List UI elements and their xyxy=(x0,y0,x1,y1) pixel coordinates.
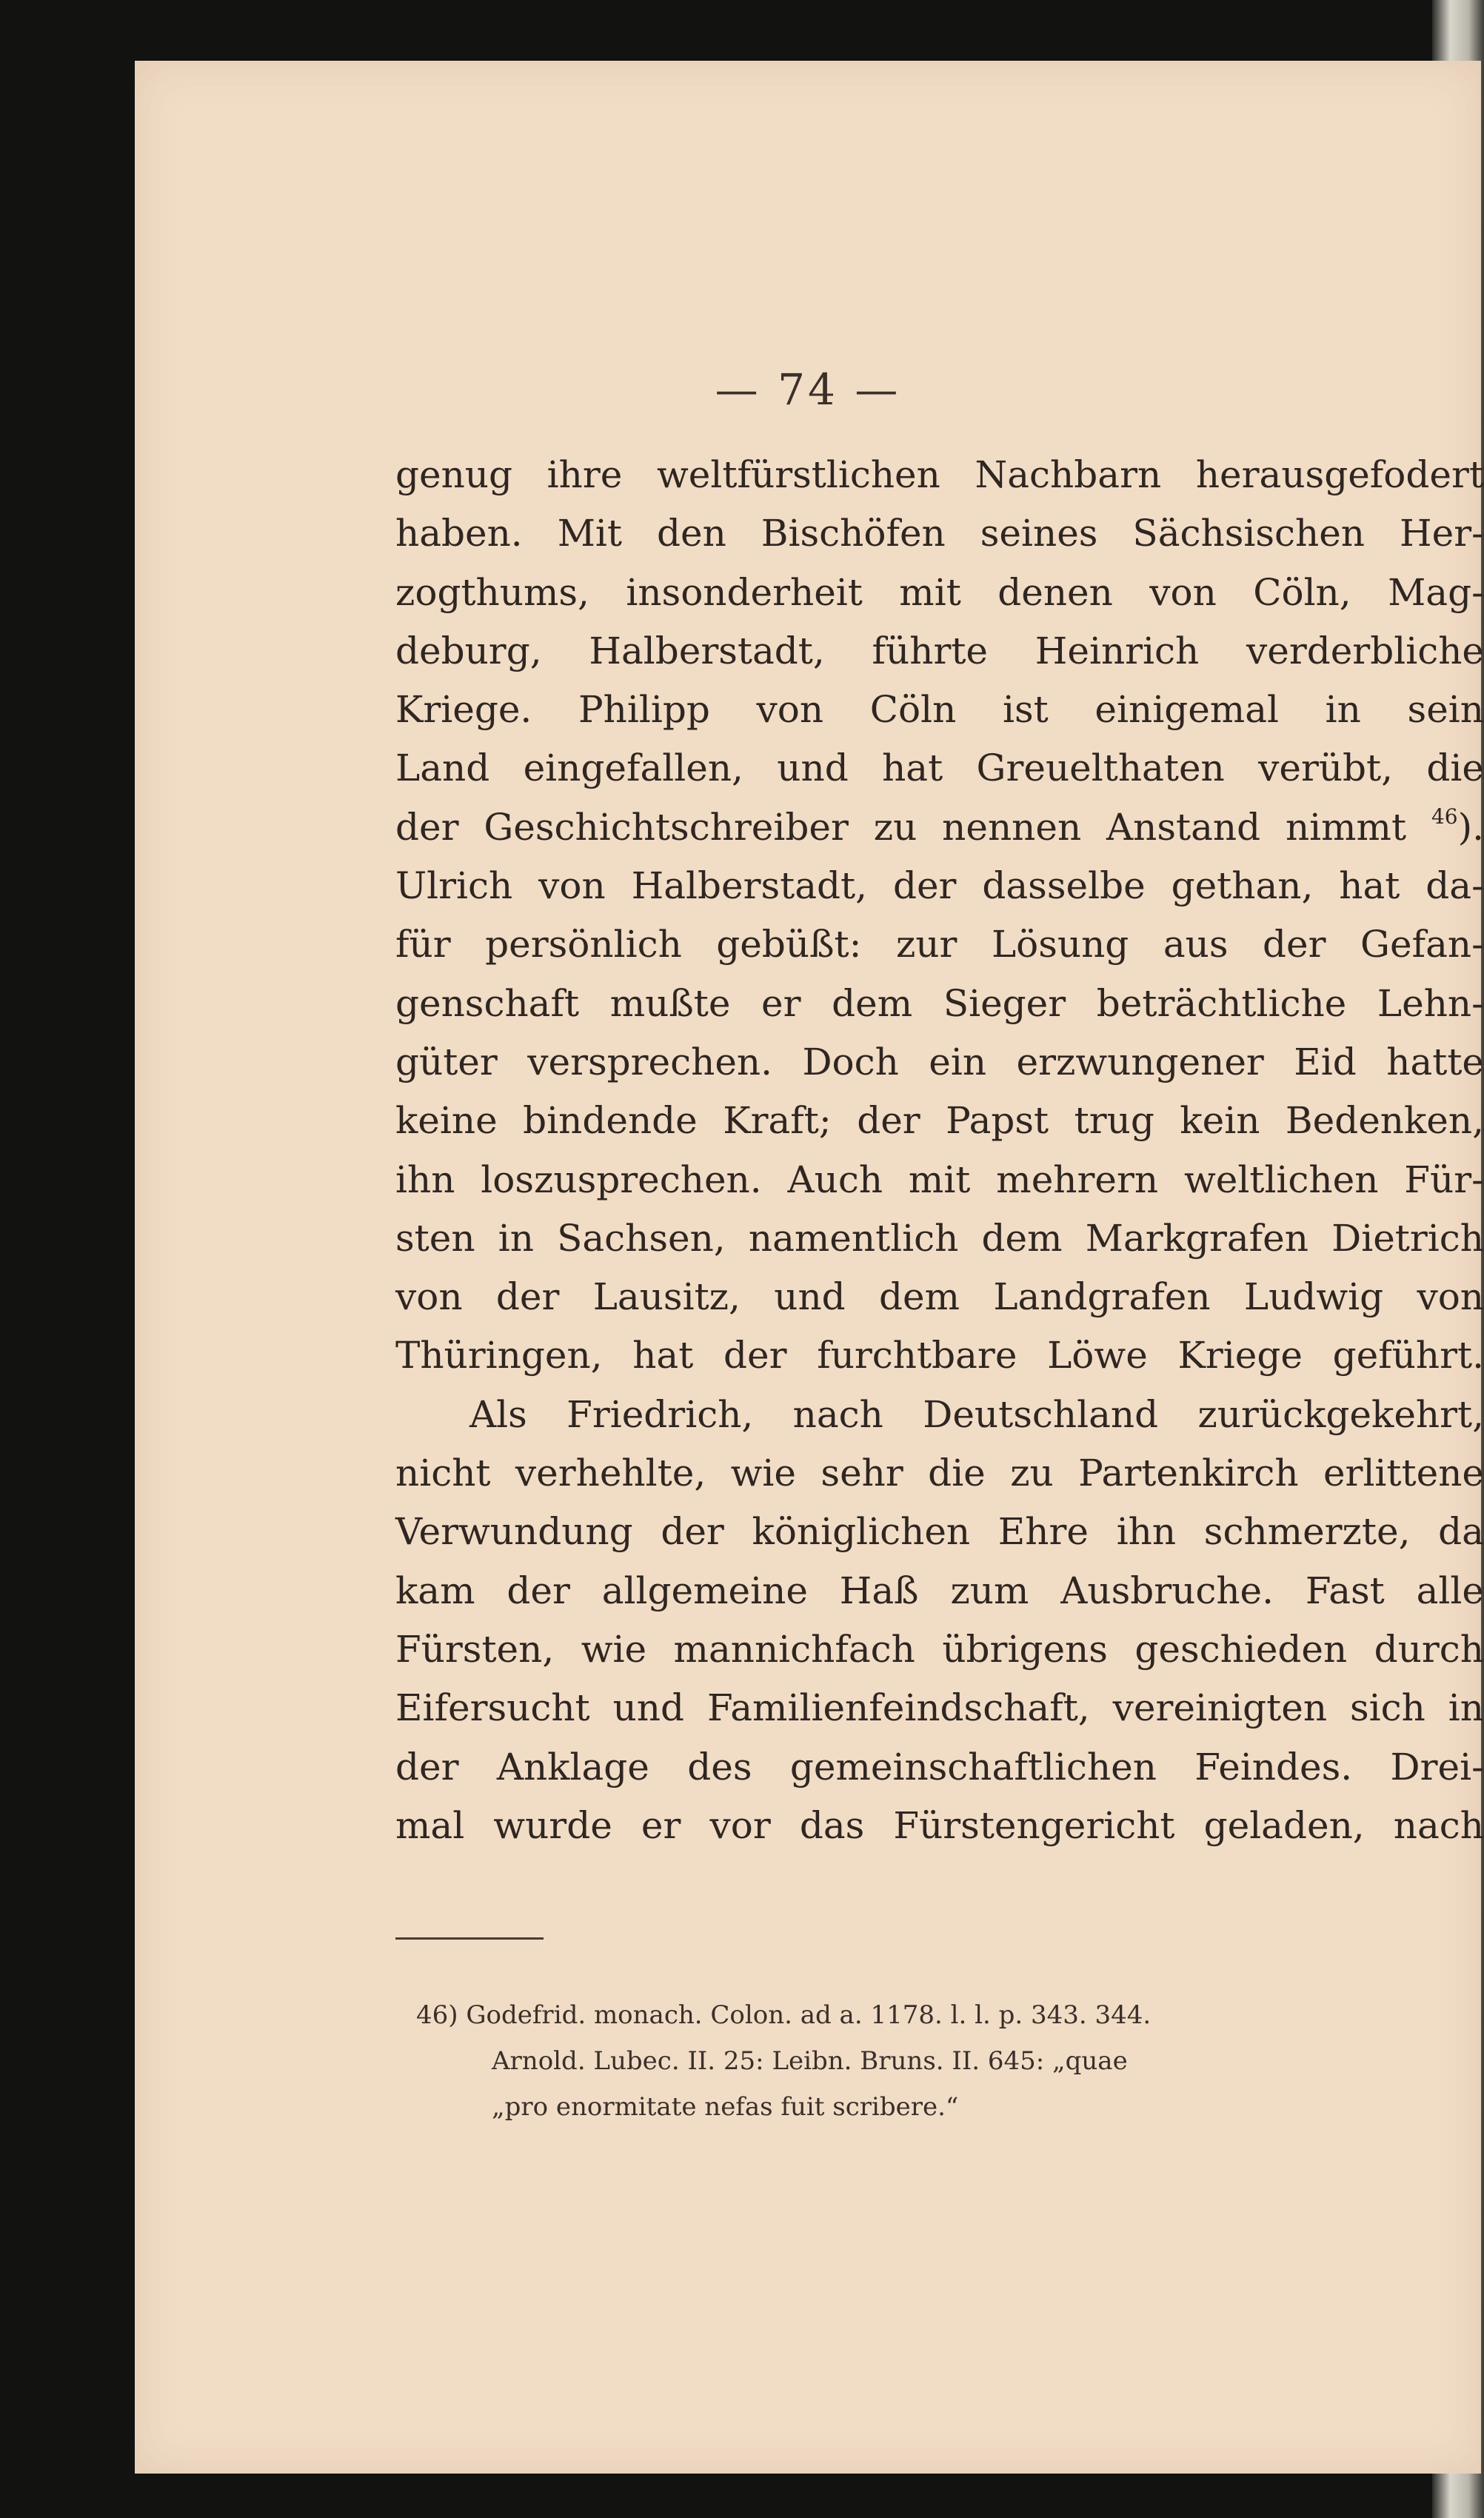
text-line-20: kam der allgemeine Haß zum Ausbruche. Fast alle xyxy=(395,1569,1484,1612)
footnote-separator-rule xyxy=(395,1937,544,1940)
page-number: — 74 — xyxy=(715,364,901,415)
text-line-22: Eifersucht und Familienfeindschaft, vereinigten sich in xyxy=(395,1686,1484,1730)
text-line-5: Kriege. Philipp von Cöln ist einigemal in sein xyxy=(395,688,1484,732)
footnote-reference-suffix: ). xyxy=(1457,805,1484,849)
text-line-21: Fürsten, wie mannichfach übrigens geschieden durch xyxy=(395,1627,1484,1671)
text-line-2: haben. Mit den Bischöfen seines Sächsischen Her- xyxy=(395,512,1484,555)
text-line-19: Verwundung der königlichen Ehre ihn schmerzte, da xyxy=(395,1510,1484,1554)
body-text xyxy=(395,446,1484,1855)
text-line-7-main: der Geschichtschreiber zu nennen Anstand nimmt xyxy=(395,805,1407,849)
text-line-6: Land eingefallen, und hat Greuelthaten verübt, die xyxy=(395,747,1484,790)
text-line-10: genschaft mußte er dem Sieger beträchtliche Lehn- xyxy=(395,981,1484,1025)
text-line-14: sten in Sachsen, namentlich dem Markgrafen Dietrich xyxy=(395,1216,1484,1260)
footnote-reference: 46 xyxy=(1431,804,1458,829)
text-line-15: von der Lausitz, und dem Landgrafen Ludwig von xyxy=(395,1275,1484,1319)
footnote xyxy=(416,1992,1483,2130)
text-line-4: deburg, Halberstadt, führte Heinrich verderbliche xyxy=(395,629,1484,672)
text-line-17: Als Friedrich, nach Deutschland zurückgekehrt, xyxy=(469,1392,1484,1436)
text-line-1: genug ihre weltfürstlichen Nachbarn herausgefodert xyxy=(395,453,1484,496)
text-line-7 xyxy=(395,798,1484,857)
text-line-9: für persönlich gebüßt: zur Lösung aus der Gefan- xyxy=(395,923,1484,966)
footnote-line-3: „pro enormitate nefas fuit scribere.“ xyxy=(492,2092,959,2122)
text-line-11: güter versprechen. Doch ein erzwungener Eid hatte xyxy=(395,1040,1484,1083)
footnote-line-2: Arnold. Lubec. II. 25: Leibn. Bruns. II. 645: „quae xyxy=(492,2046,1128,2076)
text-line-18: nicht verhehlte, wie sehr die zu Partenkirch erlittene xyxy=(395,1452,1484,1495)
book-page xyxy=(135,61,1484,2474)
text-line-13: ihn loszusprechen. Auch mit mehrern weltlichen Für- xyxy=(395,1158,1484,1201)
text-line-3: zogthums, insonderheit mit denen von Cöln, Mag- xyxy=(395,570,1484,614)
text-line-16: Thüringen, hat der furchtbare Löwe Kriege geführt. xyxy=(395,1334,1484,1377)
text-line-24: mal wurde er vor das Fürstengericht geladen, nach xyxy=(395,1803,1484,1847)
text-line-8: Ulrich von Halberstadt, der dasselbe gethan, hat da- xyxy=(395,864,1484,908)
text-line-12: keine bindende Kraft; der Papst trug kein Bedenken, xyxy=(395,1099,1484,1143)
footnote-line-1: 46) Godefrid. monach. Colon. ad a. 1178. l. l. p. 343. 344. xyxy=(416,2000,1152,2030)
text-line-23: der Anklage des gemeinschaftlichen Feindes. Drei- xyxy=(395,1745,1484,1789)
